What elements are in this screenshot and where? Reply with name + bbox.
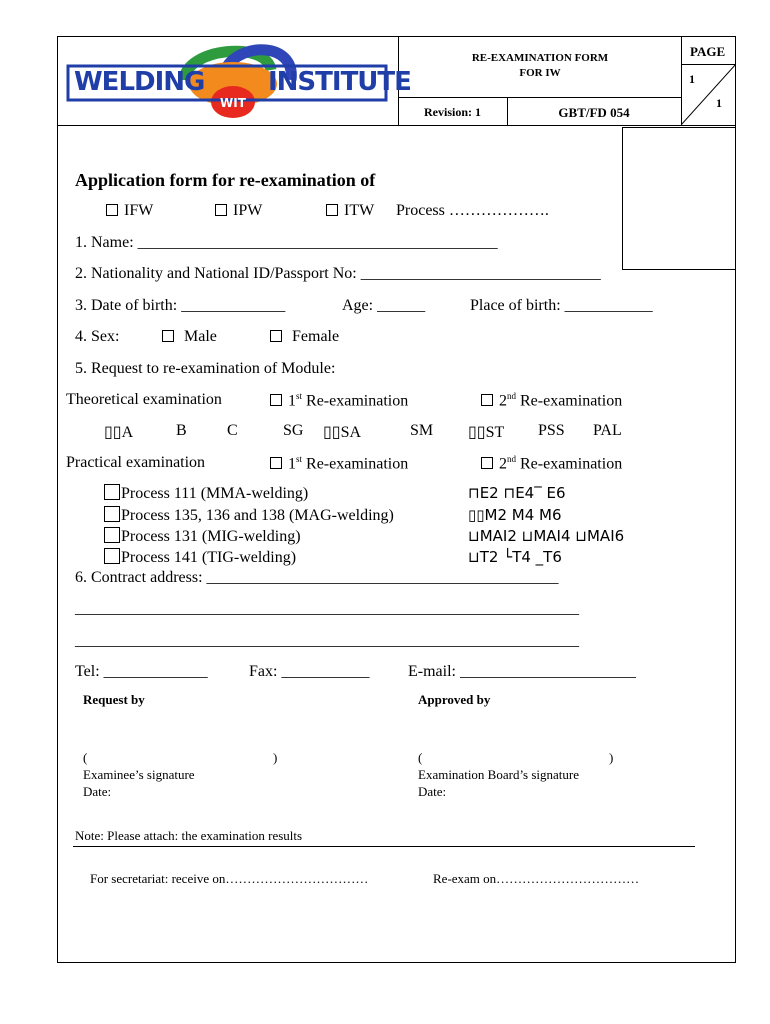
process-codes-111[interactable]: ⊓E2 ⊓E4‾ E6 xyxy=(468,484,566,502)
contact-address-field[interactable]: 6. Contract address: ____________________________________________ xyxy=(75,569,559,586)
sex-male-option[interactable]: Male xyxy=(162,328,217,346)
board-signature-label: Examination Board’s signature xyxy=(418,767,580,782)
checkbox-icon[interactable] xyxy=(215,204,227,216)
module-sm[interactable]: SM xyxy=(410,422,434,439)
checkbox-icon[interactable] xyxy=(104,506,120,522)
option-ifw[interactable]: IFW xyxy=(106,202,153,220)
module-pss[interactable]: PSS xyxy=(538,422,565,439)
tel-field[interactable]: Tel: _____________ xyxy=(75,663,208,680)
logo-badge: WIT xyxy=(220,96,246,110)
note: Note: Please attach: the examination results xyxy=(75,828,303,843)
checkbox-icon[interactable] xyxy=(481,457,493,469)
approved-by-label: Approved by xyxy=(418,692,491,707)
page-number: 1 xyxy=(689,72,695,86)
request-by-label: Request by xyxy=(83,692,145,707)
module-sa[interactable]: ▯▯SA xyxy=(323,424,362,441)
checkbox-icon[interactable] xyxy=(104,527,120,543)
checkbox-icon[interactable] xyxy=(481,394,493,406)
logo xyxy=(66,40,411,120)
checkbox-icon[interactable] xyxy=(162,330,174,342)
theory-re1-option[interactable]: 1st Re-examination xyxy=(270,391,408,410)
nationality-field[interactable]: 2. Nationality and National ID/Passport No: ______________________________ xyxy=(75,265,601,282)
email-field[interactable]: E-mail: ______________________ xyxy=(408,663,636,680)
process-131-option[interactable]: Process 131 (MIG-welding) xyxy=(104,527,301,546)
process-codes-131[interactable]: ⊔MAI2 ⊔MAI4 ⊔MAI6 xyxy=(468,527,625,545)
practical-re2-option[interactable]: 2nd Re-examination xyxy=(481,454,622,473)
checkbox-icon[interactable] xyxy=(104,548,120,564)
module-sg[interactable]: SG xyxy=(283,422,304,439)
page-label: PAGE xyxy=(690,44,726,59)
fax-field[interactable]: Fax: ___________ xyxy=(249,663,370,680)
checkbox-icon[interactable] xyxy=(270,457,282,469)
module-label: 5. Request to re-examination of Module: xyxy=(75,360,336,377)
checkbox-icon[interactable] xyxy=(326,204,338,216)
logo-text-right: INSTITUTE xyxy=(268,67,411,97)
name-field[interactable]: 1. Name: _____________________________________________ xyxy=(75,234,498,251)
module-b[interactable]: B xyxy=(176,422,187,439)
checkbox-icon[interactable] xyxy=(106,204,118,216)
module-st[interactable]: ▯▯ST xyxy=(468,424,505,441)
process-codes-135[interactable]: ▯▯M2 M4 M6 xyxy=(468,506,562,524)
checkbox-icon[interactable] xyxy=(270,394,282,406)
checkbox-icon[interactable] xyxy=(270,330,282,342)
secretariat-reexam[interactable]: Re-exam on…………………………… xyxy=(433,871,640,886)
theory-re2-option[interactable]: 2nd Re-examination xyxy=(481,391,622,410)
secretariat-receive[interactable]: For secretariat: receive on…………………………… xyxy=(90,871,369,886)
age-field[interactable]: Age: ______ xyxy=(342,297,426,314)
process-135-option[interactable]: Process 135, 136 and 138 (MAG-welding) xyxy=(104,506,394,525)
revision: Revision: 1 xyxy=(424,105,481,119)
sex-female-option[interactable]: Female xyxy=(270,328,339,346)
module-c[interactable]: C xyxy=(227,422,238,439)
examinee-paren-close: ) xyxy=(273,750,278,765)
examinee-date-label: Date: xyxy=(83,784,112,799)
note-rule xyxy=(73,846,695,847)
examinee-paren-open: ( xyxy=(83,750,88,765)
photo-box[interactable] xyxy=(622,127,736,270)
theory-label: Theoretical examination xyxy=(66,391,222,408)
module-a[interactable]: ▯▯A xyxy=(104,424,134,441)
logo-text-left: WELDING xyxy=(74,67,205,97)
process-111-option[interactable]: Process 111 (MMA-welding) xyxy=(104,484,308,503)
process-field[interactable]: Process ………………. xyxy=(396,202,549,219)
module-pal[interactable]: PAL xyxy=(593,422,622,439)
header-rule-mid xyxy=(398,97,682,98)
board-date-label: Date: xyxy=(418,784,447,799)
board-paren-close: ) xyxy=(609,750,614,765)
header-rule-bottom xyxy=(57,125,736,126)
option-ipw[interactable]: IPW xyxy=(215,202,262,220)
checkbox-icon[interactable] xyxy=(104,484,120,500)
doc-code: GBT/FD 054 xyxy=(558,105,630,120)
sex-label: 4. Sex: xyxy=(75,328,120,345)
form-title: Application form for re-examination of xyxy=(75,170,376,190)
option-itw[interactable]: ITW xyxy=(326,202,374,220)
form-title-line1: RE-EXAMINATION FORM xyxy=(471,52,609,64)
process-codes-141[interactable]: ⊔T2 └T4 _T6 xyxy=(468,548,562,566)
process-141-option[interactable]: Process 141 (TIG-welding) xyxy=(104,548,296,567)
examinee-signature-label: Examinee’s signature xyxy=(83,767,195,782)
contact-address-line2[interactable]: _______________________________________________________________ xyxy=(75,600,579,617)
practical-re1-option[interactable]: 1st Re-examination xyxy=(270,454,408,473)
dob-field[interactable]: 3. Date of birth: _____________ xyxy=(75,297,286,314)
form-title-line2: FOR IW xyxy=(519,67,561,79)
page-total: 1 xyxy=(716,96,722,110)
board-paren-open: ( xyxy=(418,750,423,765)
pob-field[interactable]: Place of birth: ___________ xyxy=(470,297,653,314)
practical-label: Practical examination xyxy=(66,454,206,471)
contact-address-line3[interactable]: _______________________________________________________________ xyxy=(75,632,579,649)
